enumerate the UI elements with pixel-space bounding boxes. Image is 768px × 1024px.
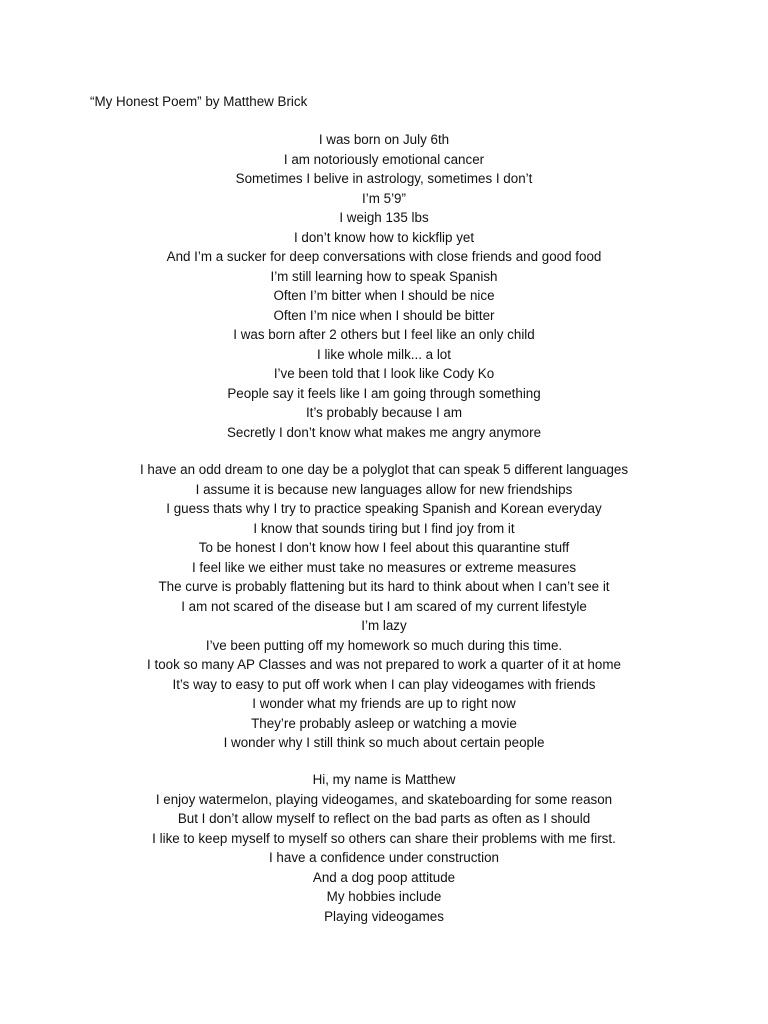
poem-line: I’ve been told that I look like Cody Ko — [273, 366, 495, 381]
poem-line: Secretly I don’t know what makes me angry anymore — [226, 424, 542, 440]
poem-line: I know that sounds tiring but I find joy from it — [253, 520, 515, 536]
poem-line: I wonder what my friends are up to right now — [252, 696, 516, 711]
poem-line: Sometimes I belive in astrology, sometimes I don’t — [235, 171, 533, 186]
poem-line: But I don’t allow myself to reflect on the bad parts as often as I should — [177, 811, 591, 826]
poem-line: I have an odd dream to one day be a polyglot that can speak 5 different languages — [139, 462, 629, 477]
poem-line: I’m still learning how to speak Spanish — [270, 268, 498, 284]
poem-line: It’s probably because I am — [305, 405, 463, 420]
poem-line: I feel like we either must take no measures or extreme measures — [191, 559, 577, 575]
poem-line: Hi, my name is Matthew — [312, 772, 456, 787]
poem-line: It’s way to easy to put off work when I can play videogames with friends — [172, 676, 596, 692]
stanza-1 — [0, 130, 768, 442]
poem-line: And a dog poop attitude — [312, 869, 456, 885]
poem-line: And I’m a sucker for deep conversations with close friends and good food — [166, 249, 602, 264]
poem-line: I have a confidence under construction — [268, 850, 500, 865]
poem-line: People say it feels like I am going through something — [227, 385, 541, 401]
stanza-3 — [0, 770, 768, 926]
poem-line: Playing videogames — [324, 908, 444, 924]
poem-line: I guess thats why I try to practice speaking Spanish and Korean everyday — [166, 501, 602, 516]
poem-line: I like to keep myself to myself so others can share their problems with me first. — [152, 830, 616, 846]
poem-line: I wonder why I still think so much about certain people — [223, 735, 545, 750]
poem-line: Often I’m bitter when I should be nice — [273, 288, 495, 303]
poem-line: I’m 5’9” — [362, 190, 406, 206]
poem-title: “My Honest Poem” by Matthew Brick — [90, 94, 308, 109]
poem-line: Often I’m nice when I should be bitter — [273, 307, 495, 323]
poem-line: To be honest I don’t know how I feel about this quarantine stuff — [198, 540, 570, 555]
poem-line: I was born on July 6th — [318, 132, 450, 147]
poem-line: I assume it is because new languages allow for new friendships — [195, 481, 573, 497]
poem-line: The curve is probably flattening but its hard to think about when I can’t see it — [158, 579, 610, 594]
poem-line: I took so many AP Classes and was not prepared to work a quarter of it at home — [147, 657, 621, 672]
poem-line: I weigh 135 lbs — [339, 210, 429, 225]
poem-line: I enjoy watermelon, playing videogames, and skateboarding for some reason — [155, 791, 613, 807]
poem-line: I like whole milk... a lot — [317, 346, 451, 362]
poem-line: My hobbies include — [326, 889, 442, 904]
poem-line: They’re probably asleep or watching a movie — [251, 715, 517, 731]
poem-line: I was born after 2 others but I feel like an only child — [233, 327, 535, 342]
poem-line: I’ve been putting off my homework so much during this time. — [205, 637, 563, 653]
poem-line: I’m lazy — [361, 618, 407, 633]
poem-line: I don’t know how to kickflip yet — [293, 229, 475, 245]
stanza-2 — [0, 460, 768, 753]
poem-line: I am not scared of the disease but I am scared of my current lifestyle — [181, 598, 587, 614]
poem-line: I am notoriously emotional cancer — [283, 151, 485, 167]
